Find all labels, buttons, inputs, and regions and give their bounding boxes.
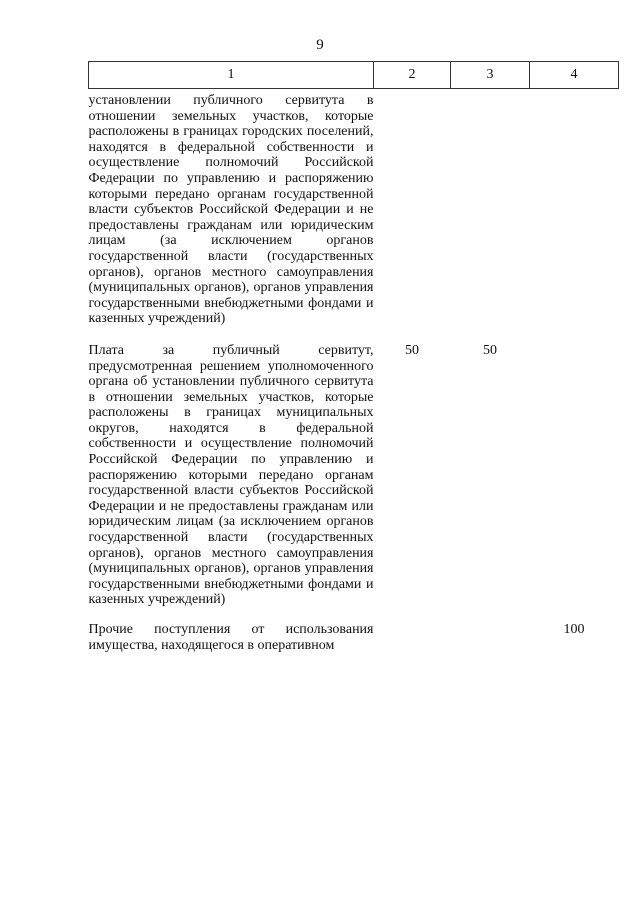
row-value-col3: 50 <box>483 342 497 358</box>
row-value-col3 <box>451 89 530 343</box>
column-header-4: 4 <box>530 62 619 89</box>
row-description: Плата за публичный сервитут, предусмотренная решением уполномоченного органа об установлении публичного сервитута в отношении земельных участков, которые расположены в границах муниципальных округов, находятся в федеральной собственности и осуществление полномочий Российской Федерации по управлению и распоряжению которыми передано органам государственной власти субъектов Российской Федерации и не предоставлены гражданам или юридическим лицам (за исключением органов государственной власти (государственных органов), органов местного самоуправления (муниципальных органов), органов управления государственными внебюджетными фондами и казенных учреждений) <box>88 342 374 608</box>
column-header-3: 3 <box>451 62 530 89</box>
page-number: 9 <box>316 37 324 53</box>
row-value-col2 <box>374 89 451 343</box>
row-description: Прочие поступления от использования имущества, находящегося в оперативном <box>88 622 374 653</box>
row-value-col4: 100 <box>563 622 585 637</box>
column-header-1: 1 <box>89 62 374 89</box>
row-value-col2: 50 <box>405 342 419 358</box>
row-value-col4 <box>530 89 619 343</box>
row-description: установлении публичного сервитута в отношении земельных участков, которые расположены в границах городских поселений, находятся в федеральной собственности и осуществление полномочий Российской Федерации по управлению и распоряжению которыми передано органам государственной власти субъектов Российской Федерации и не предоставлены гражданам или юридическим лицам (за исключением органов государственной власти (государственных органов), органов местного самоуправления (муниципальных органов), органов управления государственными внебюджетными фондами и казенных учреждений) <box>88 93 374 327</box>
row-value-col2 <box>374 622 451 653</box>
budget-table <box>88 61 619 653</box>
table-row <box>89 622 619 653</box>
column-header-2: 2 <box>374 62 451 89</box>
row-value-col4 <box>530 343 619 622</box>
table-row <box>89 89 619 343</box>
table-header-row <box>89 62 619 89</box>
table-row <box>89 343 619 622</box>
row-value-col3 <box>451 622 530 653</box>
